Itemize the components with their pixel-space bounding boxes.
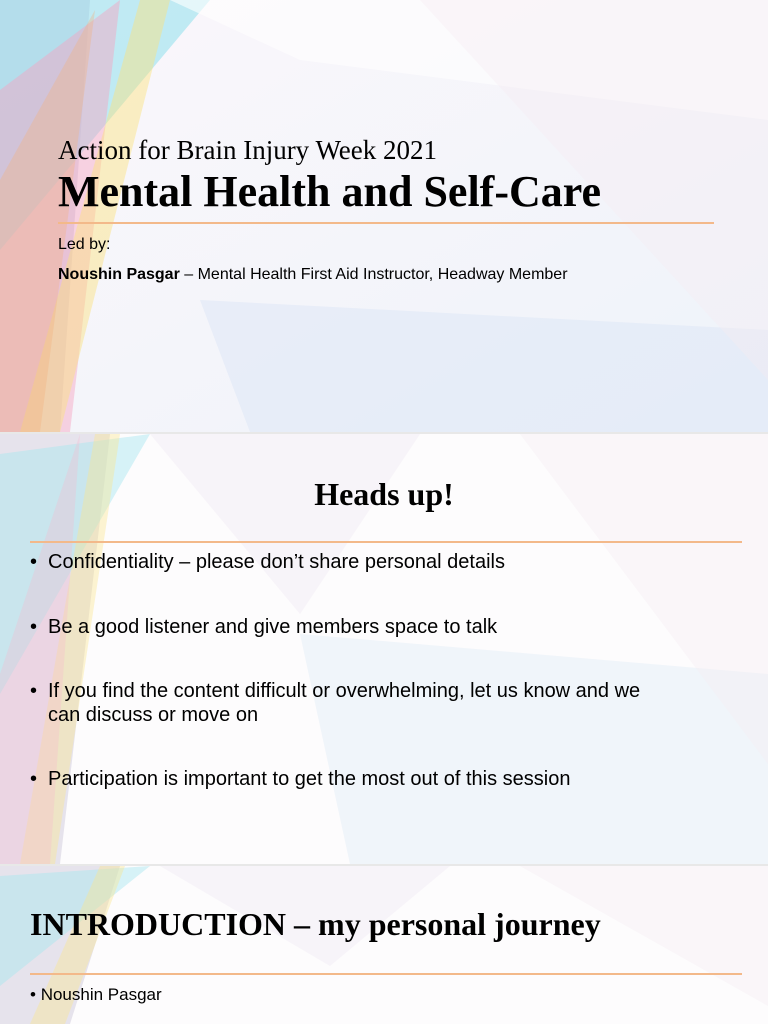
title-rule (30, 973, 742, 975)
led-by-label: Led by: (58, 236, 111, 253)
slide-title: Mental Health and Self-Care (58, 167, 602, 216)
bullet-dot: • (30, 680, 38, 702)
slide-title (0, 0, 768, 432)
presenter-name: Noushin Pasgar (58, 266, 180, 283)
bullet-dot: • (30, 768, 38, 790)
title-rule (30, 541, 742, 543)
slide-title: INTRODUCTION – my personal journey (30, 906, 601, 942)
bullet-dot: • (30, 985, 41, 1004)
slide-heads-up: Heads up! • Confidentiality – please don’t share personal details • Be a good listener and give members space to talk • If you find the content difficult or overwhelming, let us know and we can discuss or move on • Participation is important to get the most out of this session (0, 434, 768, 864)
event-subtitle: Action for Brain Injury Week 2021 (58, 135, 437, 165)
bullet-item: • Noushin Pasgar (30, 985, 162, 1004)
presenter-line (58, 266, 568, 284)
bullet-dot: • (30, 551, 38, 573)
slide-introduction (0, 866, 768, 1024)
bullet-dot: • (30, 616, 38, 638)
presenter-role: – Mental Health First Aid Instructor, Headway Member (179, 266, 568, 283)
slide-title: Heads up! (314, 476, 454, 512)
title-rule (58, 222, 714, 224)
